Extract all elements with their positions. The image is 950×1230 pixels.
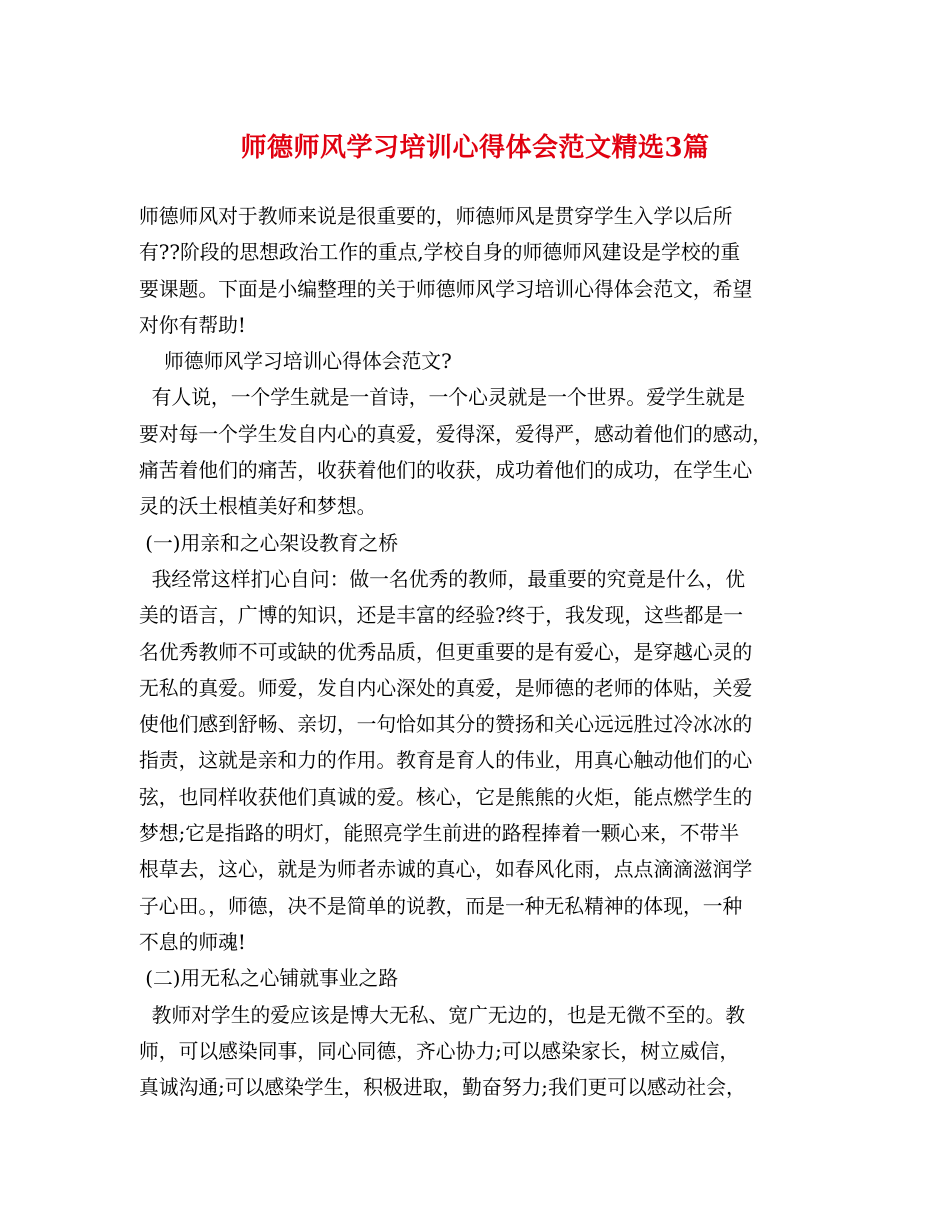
text-line: 不息的师魂!	[139, 930, 246, 954]
text-line: (二)用无私之心铺就事业之路	[139, 967, 399, 991]
text-line: 师，可以感染同事，同心同德，齐心协力;可以感染家长，树立威信，	[139, 1039, 740, 1063]
text-line: 教师对学生的爱应该是博大无私、宽广无边的，也是无微不至的。教	[139, 1003, 746, 1027]
text-line: 师德师风对于教师来说是很重要的，师德师风是贯穿学生入学以后所	[139, 205, 733, 228]
text-line: 弦，也同样收获他们真诚的爱。核心，它是熊熊的火炬，能点燃学生的	[139, 785, 753, 809]
text-line: 使他们感到舒畅、亲切，一句恰如其分的赞扬和关心远远胜过冷冰冰的	[139, 713, 753, 737]
text-line: 名优秀教师不可或缺的优秀品质，但更重要的是有爱心，是穿越心灵的	[139, 640, 753, 664]
text-line: 梦想;它是指路的明灯，能照亮学生前进的路程捧着一颗心来，不带半	[139, 822, 740, 846]
text-line: 子心田。，师德，决不是简单的说教，而是一种无私精神的体现，一种	[139, 894, 743, 918]
text-line: 无私的真爱。师爱，发自内心深处的真爱，是师德的老师的体贴，关爱	[139, 676, 753, 700]
text-line: 根草去，这心，就是为师者赤诚的真心，如春风化雨，点点滴滴滋润学	[139, 858, 753, 882]
text-line: 要课题。下面是小编整理的关于师德师风学习培训心得体会范文，希望	[139, 277, 753, 301]
text-line: 师德师风学习培训心得体会范文?	[139, 350, 452, 374]
document-title: 师德师风学习培训心得体会范文精选3篇	[240, 133, 710, 163]
text-line: 有??阶段的思想政治工作的重点,学校自身的师德师风建设是学校的重	[139, 241, 741, 265]
text-line: (一)用亲和之心架设教育之桥	[139, 531, 399, 555]
text-line: 真诚沟通;可以感染学生，积极进取，勤奋努力;我们更可以感动社会，	[139, 1076, 746, 1100]
document-body	[139, 199, 815, 1106]
text-line: 有人说，一个学生就是一首诗，一个心灵就是一个世界。爱学生就是	[139, 386, 746, 410]
text-line: 要对每一个学生发自内心的真爱，爱得深，爱得严，感动着他们的感动，	[139, 422, 773, 446]
text-line: 指责，这就是亲和力的作用。教育是育人的伟业，用真心触动他们的心	[139, 749, 753, 773]
text-line: 对你有帮助!	[139, 313, 246, 337]
text-line: 我经常这样扪心自问：做一名优秀的教师，最重要的究竟是什么，优	[139, 567, 746, 591]
text-line: 灵的沃土根植美好和梦想。	[139, 495, 377, 519]
text-line: 美的语言，广博的知识，还是丰富的经验?终于，我发现，这些都是一	[139, 604, 744, 628]
text-line: 痛苦着他们的痛苦，收获着他们的收获，成功着他们的成功，在学生心	[139, 459, 753, 483]
